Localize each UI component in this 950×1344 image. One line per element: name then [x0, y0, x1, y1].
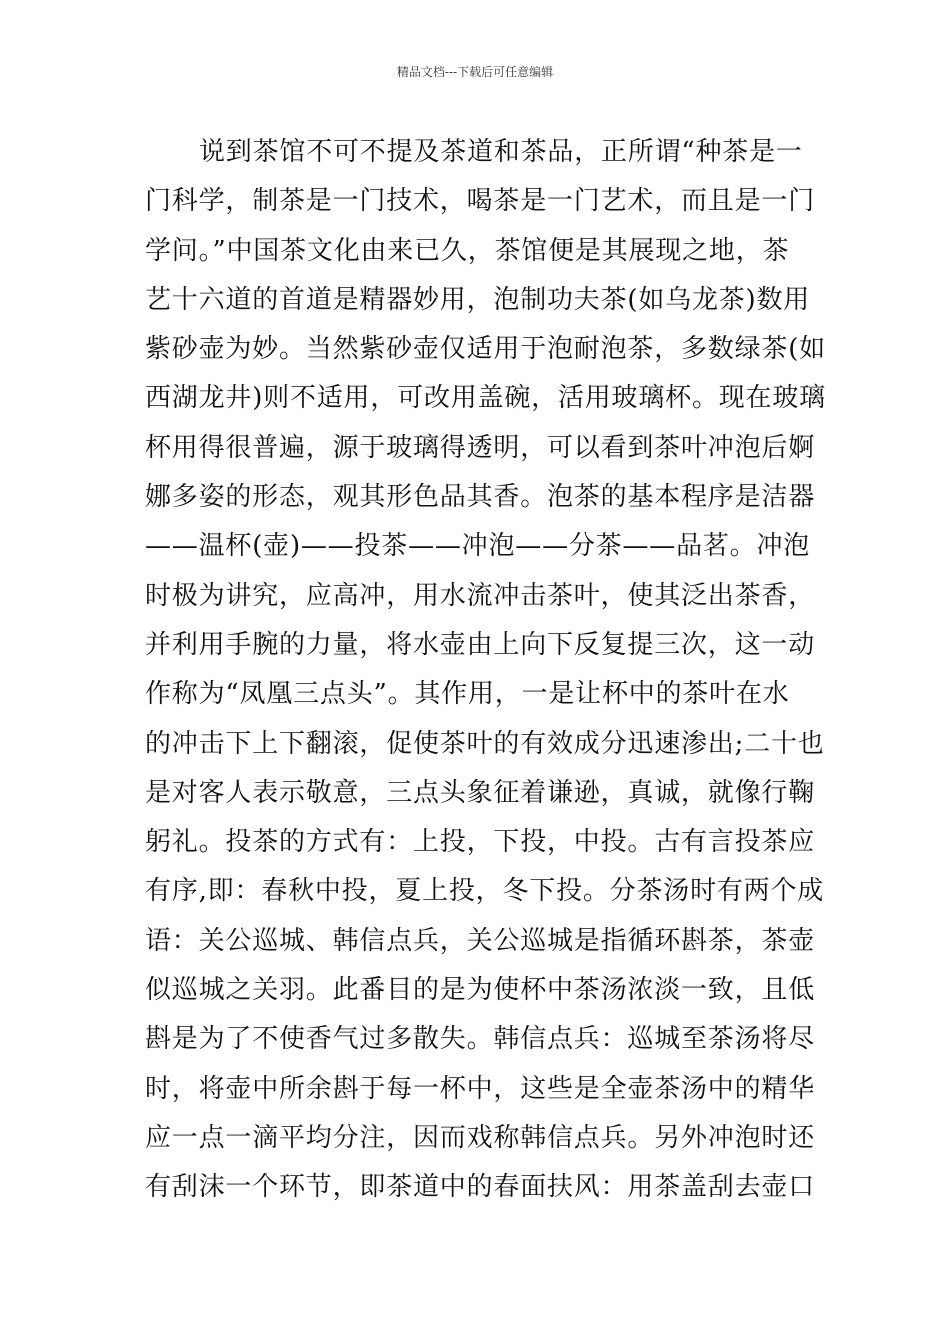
text-line: 杯用得很普遍，源于玻璃得透明，可以看到茶叶冲泡后婀 [145, 432, 816, 463]
text-line: 有刮沫一个环节，即茶道中的春面扶风：用茶盖刮去壶口 [145, 1172, 816, 1203]
text-line: 艺十六道的首道是精器妙用，泡制功夫茶(如乌龙茶)数用 [145, 284, 811, 315]
body-paragraph [145, 128, 826, 1213]
text-line: ——温杯(壶)——投茶——冲泡——分茶——品茗。冲泡 [145, 531, 811, 562]
text-line: 有序,即：春秋中投，夏上投，冬下投。分茶汤时有两个成 [145, 876, 825, 907]
text-line: 学问。”中国茶文化由来已久，茶馆便是其展现之地，茶 [145, 235, 790, 266]
text-line: 作称为“凤凰三点头”。其作用，一是让杯中的茶叶在水 [145, 679, 790, 710]
text-line: 斟是为了不使香气过多散失。韩信点兵：巡城至茶汤将尽 [145, 1024, 816, 1055]
text-line: 并利用手腕的力量，将水壶由上向下反复提三次，这一动 [145, 629, 816, 660]
text-line: 西湖龙井)则不适用，可改用盖碗，活用玻璃杯。现在玻璃 [145, 383, 826, 414]
text-line: 是对客人表示敬意，三点头象征着谦逊，真诚，就像行鞠 [145, 777, 816, 808]
text-line: 门科学，制茶是一门技术，喝茶是一门艺术，而且是一门 [145, 186, 816, 217]
text-line: 时，将壶中所余斟于每一杯中，这些是全壶茶汤中的精华 [145, 1073, 816, 1104]
text-line: 似巡城之关羽。此番目的是为使杯中茶汤浓淡一致，且低 [145, 975, 816, 1006]
text-line: 应一点一滴平均分注，因而戏称韩信点兵。另外冲泡时还 [145, 1122, 816, 1153]
text-line: 时极为讲究，应高冲，用水流冲击茶叶，使其泛出茶香， [145, 580, 816, 611]
text-line: 说到茶馆不可不提及茶道和茶品，正所谓“种茶是一 [199, 137, 803, 167]
text-line: 语：关公巡城、韩信点兵，关公巡城是指循环斟茶，茶壶 [145, 925, 816, 956]
text-line: 躬礼。投茶的方式有：上投，下投，中投。古有言投茶应 [145, 827, 816, 858]
page-header: 精品文档---下载后可任意编辑 [396, 65, 554, 79]
text-line: 紫砂壶为妙。当然紫砂壶仅适用于泡耐泡茶，多数绿茶(如 [145, 334, 826, 365]
text-line: 娜多姿的形态，观其形色品其香。泡茶的基本程序是洁器 [145, 482, 816, 513]
text-line: 的冲击下上下翻滚，促使茶叶的有效成分迅速渗出;二十也 [145, 728, 825, 759]
